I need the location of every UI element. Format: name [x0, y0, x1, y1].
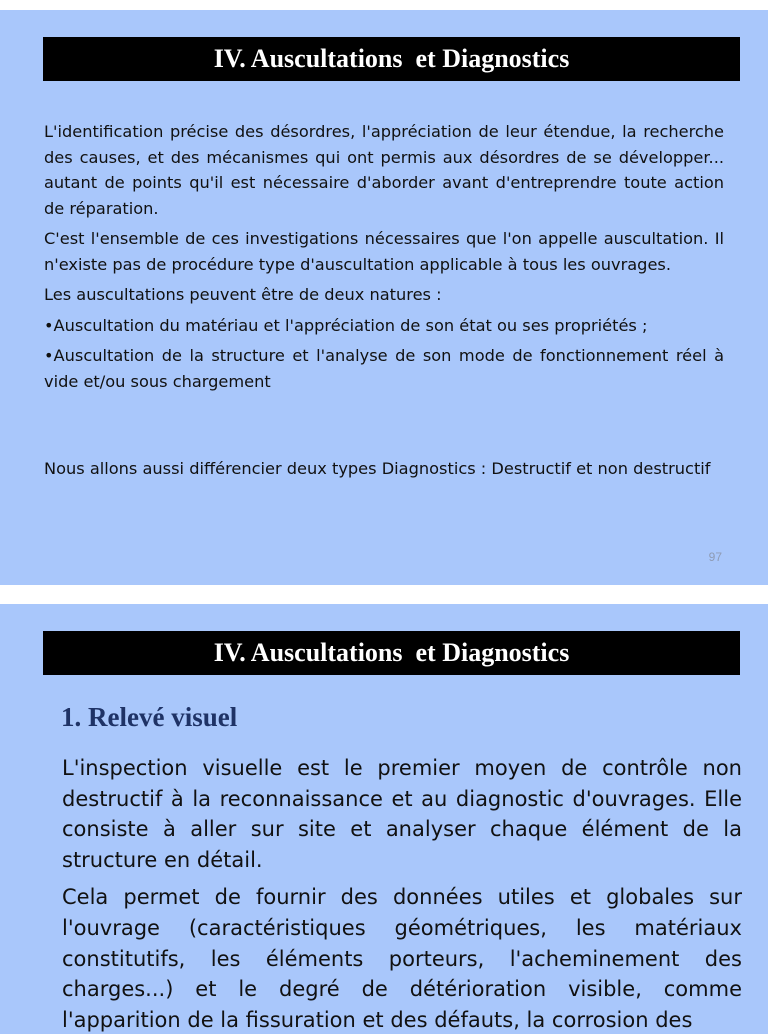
paragraph: L'identification précise des désordres, l'appréciation de leur étendue, la recherche des causes, et des mécanismes qui ont permis aux désordres de se développer... autant de points qu'il est nécessaire d'aborder avant d'entreprendre toute action de réparation.: [44, 122, 724, 218]
slide-98: [0, 604, 768, 1034]
paragraph: Cela permet de fournir des données utiles et globales sur l'ouvrage (caractéristiques géométriques, les matériaux constitutifs, les éléments porteurs, l'acheminement des charges...) et le degré de détérioration visible, comme l'apparition de la fissuration et des défauts, la corrosion des: [62, 885, 742, 1032]
bullet-item: •Auscultation de la structure et l'analyse de son mode de fonctionnement réel à vide et/ou sous chargement: [44, 346, 724, 391]
slide-title: IV. Auscultations et Diagnostics: [43, 631, 740, 675]
section-heading: 1. Relevé visuel: [61, 702, 238, 732]
page-number: 97: [708, 550, 722, 564]
slide-97: [0, 10, 768, 585]
slide-body: [44, 119, 724, 399]
slide-body: [62, 753, 742, 1034]
slide-title: IV. Auscultations et Diagnostics: [43, 37, 740, 81]
paragraph: Les auscultations peuvent être de deux natures :: [44, 285, 442, 304]
bullet-item: •Auscultation du matériau et l'appréciation de son état ou ses propriétés ;: [44, 315, 648, 335]
paragraph: L'inspection visuelle est le premier moyen de contrôle non destructif à la reconnaissance et au diagnostic d'ouvrages. Elle consiste à aller sur site et analyser chaque élément de la structure en détail.: [62, 756, 742, 872]
closing-paragraph: [44, 456, 724, 487]
paragraph: C'est l'ensemble de ces investigations nécessaires que l'on appelle auscultation. Il n'existe pas de procédure type d'auscultation applicable à tous les ouvrages.: [44, 229, 724, 274]
paragraph: Nous allons aussi différencier deux types Diagnostics : Destructif et non destructif: [44, 459, 711, 478]
